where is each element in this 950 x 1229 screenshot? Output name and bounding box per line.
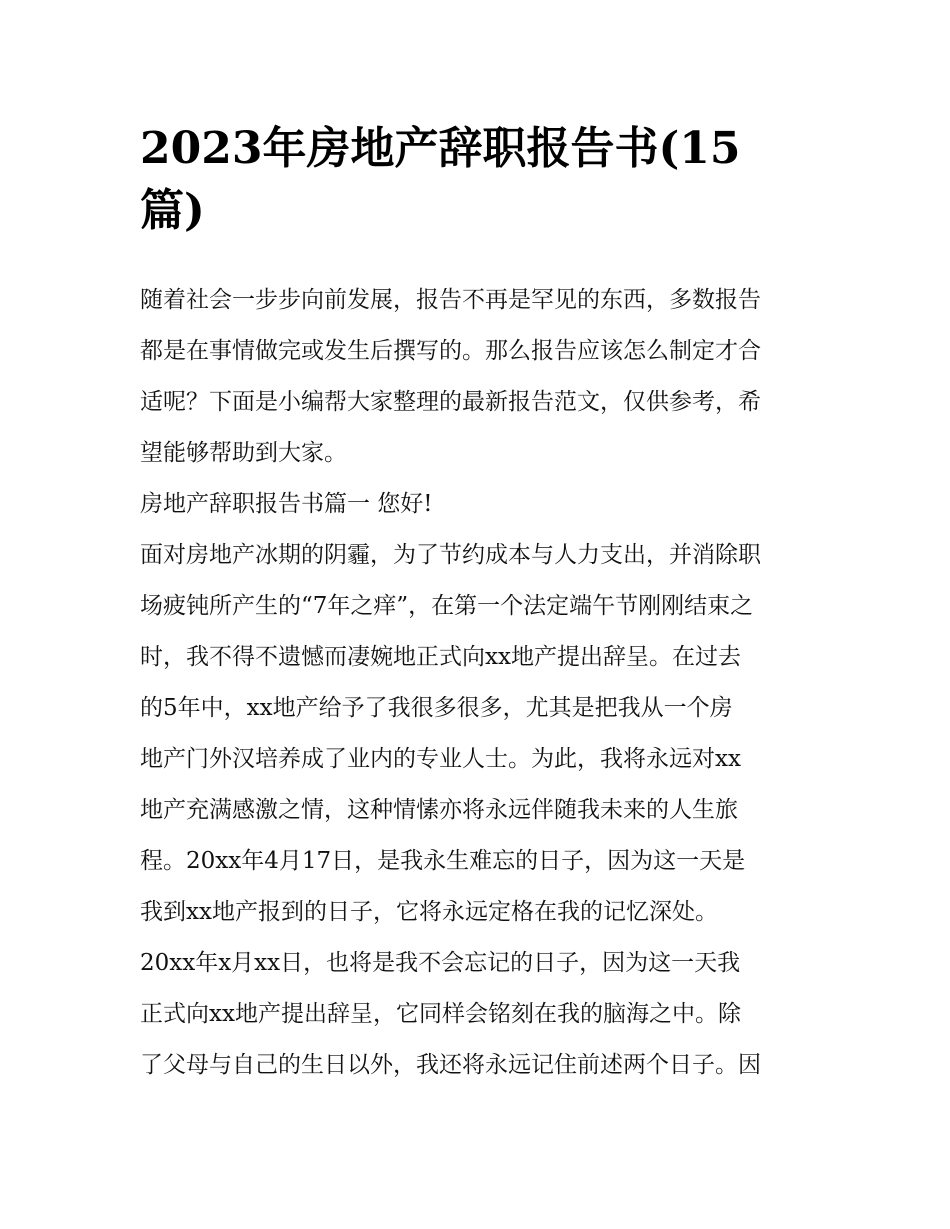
text-line: 20xx年x月xx日，也将是我不会忘记的日子，因为这一天我 bbox=[140, 950, 741, 976]
text-line: 面对房地产冰期的阴霾，为了节约成本与人力支出，并消除职 bbox=[140, 542, 761, 568]
text-line: 都是在事情做完或发生后撰写的。那么报告应该怎么制定才合 bbox=[140, 338, 761, 364]
text-line: 地产门外汉培养成了业内的专业人士。为此，我将永远对xx bbox=[140, 746, 741, 772]
text-line: 了父母与自己的生日以外，我还将永远记住前述两个日子。因 bbox=[140, 1052, 761, 1078]
text-line: 正式向xx地产提出辞呈，它同样会铭刻在我的脑海之中。除 bbox=[140, 1001, 741, 1027]
text-line: 望能够帮助到大家。 bbox=[140, 440, 347, 466]
text-line: 的5年中，xx地产给予了我很多很多，尤其是把我从一个房 bbox=[140, 695, 733, 721]
document-body bbox=[140, 275, 830, 1091]
text-line: 我到xx地产报到的日子，它将永远定格在我的记忆深处。 bbox=[140, 899, 718, 925]
title-line: 篇) bbox=[140, 185, 205, 236]
text-line: 地产充满感激之情，这种情愫亦将永远伴随我未来的人生旅 bbox=[140, 797, 738, 823]
text-line: 适呢？下面是小编帮大家整理的最新报告范文，仅供参考，希 bbox=[140, 389, 761, 415]
document-title bbox=[140, 118, 820, 242]
text-line: 程。20xx年4月17日，是我永生难忘的日子，因为这一天是 bbox=[140, 848, 746, 874]
section-heading: 房地产辞职报告书篇一 您好! bbox=[140, 491, 433, 517]
title-line: 2023年房地产辞职报告书(15 bbox=[140, 123, 741, 174]
text-line: 场疲钝所产生的“7年之痒”，在第一个法定端午节刚刚结束之 bbox=[140, 593, 754, 619]
text-line: 随着社会一步步向前发展，报告不再是罕见的东西，多数报告 bbox=[140, 287, 761, 313]
text-line: 时，我不得不遗憾而凄婉地正式向xx地产提出辞呈。在过去 bbox=[140, 644, 741, 670]
